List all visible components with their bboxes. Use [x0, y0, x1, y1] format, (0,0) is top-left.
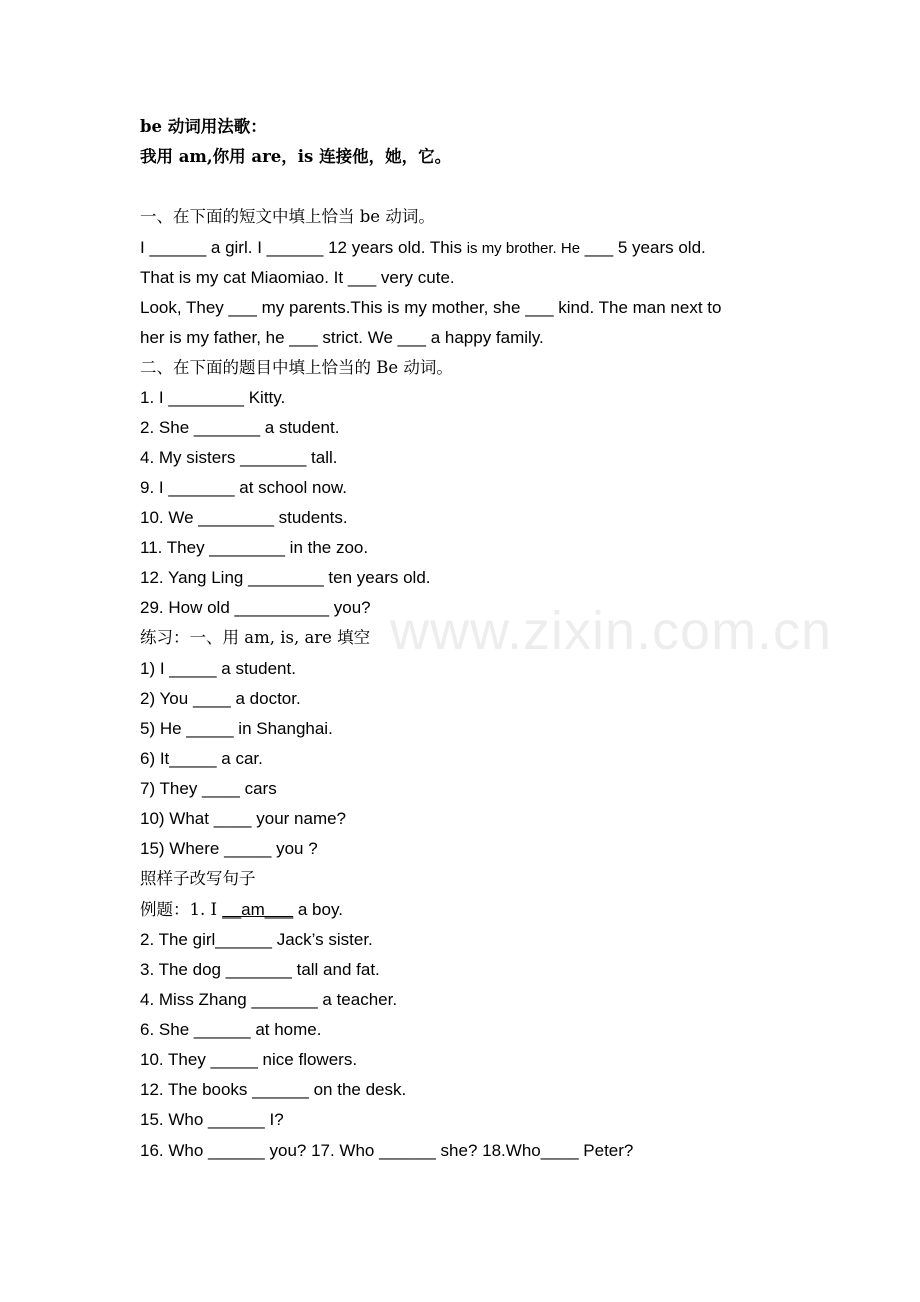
practice-item: 10) What ____ your name?	[140, 809, 347, 828]
exercise-item: 1. I ________ Kitty.	[140, 388, 286, 407]
practice-item: 5) He _____ in Shanghai.	[140, 719, 333, 738]
practice-item: 15) Where _____ you ?	[140, 839, 318, 858]
passage-line-1c: ___ 5 years old.	[580, 238, 706, 257]
exercise-item: 11. They ________ in the zoo.	[140, 538, 369, 557]
passage-line-3: Look, They ___ my parents.This is my mother, she ___ kind. The man next to	[140, 298, 722, 317]
exercise-item: 29. How old __________ you?	[140, 598, 371, 617]
rewrite-item: 12. The books ______ on the desk.	[140, 1080, 407, 1099]
exercise-item: 10. We ________ students.	[140, 508, 348, 527]
passage-line-1	[140, 237, 800, 260]
passage-line-1a: I ______ a girl. I ______ 12 years old. This	[140, 238, 467, 257]
practice-item: 2) You ____ a doctor.	[140, 689, 301, 708]
section1-heading: 一、在下面的短文中填上恰当 be 动词。	[140, 207, 435, 226]
example-prefix: 例题：1. I	[140, 900, 223, 919]
rhyme-line: 我用 am,你用 are，is 连接他，她，它。	[140, 147, 452, 166]
passage-line-1b: is my brother. He	[466, 240, 581, 257]
rewrite-item: 10. They _____ nice flowers.	[140, 1050, 358, 1069]
section2-heading: 二、在下面的题目中填上恰当的 Be 动词。	[140, 358, 453, 377]
exercise-item: 9. I _______ at school now.	[140, 478, 347, 497]
rewrite-heading: 照样子改写句子	[140, 869, 256, 888]
rewrite-item: 2. The girl______ Jack’s sister.	[140, 930, 373, 949]
practice-item: 6) It_____ a car.	[140, 749, 263, 768]
example-answer: __am___	[222, 900, 294, 919]
passage-line-4: her is my father, he ___ strict. We ___ a happy family.	[140, 328, 544, 347]
page-title: be 动词用法歌：	[140, 117, 267, 136]
rewrite-item: 4. Miss Zhang _______ a teacher.	[140, 990, 398, 1009]
practice-heading: 练习：一、用 am, is, are 填空	[140, 628, 371, 647]
rewrite-item: 6. She ______ at home.	[140, 1020, 322, 1039]
practice-item: 7) They ____ cars	[140, 779, 277, 798]
watermark: www.zixin.com.cn	[390, 601, 833, 661]
practice-item: 1) I _____ a student.	[140, 659, 296, 678]
rewrite-item: 16. Who ______ you? 17. Who ______ she? 18.Who____ Peter?	[140, 1141, 634, 1160]
passage-line-2: That is my cat Miaomiao. It ___ very cute.	[140, 268, 455, 287]
exercise-item: 4. My sisters _______ tall.	[140, 448, 338, 467]
rewrite-example	[140, 899, 800, 921]
rewrite-item: 15. Who ______ I?	[140, 1110, 284, 1129]
example-suffix: a boy.	[293, 900, 343, 919]
exercise-item: 2. She _______ a student.	[140, 418, 340, 437]
exercise-item: 12. Yang Ling ________ ten years old.	[140, 568, 431, 587]
rewrite-item: 3. The dog _______ tall and fat.	[140, 960, 380, 979]
